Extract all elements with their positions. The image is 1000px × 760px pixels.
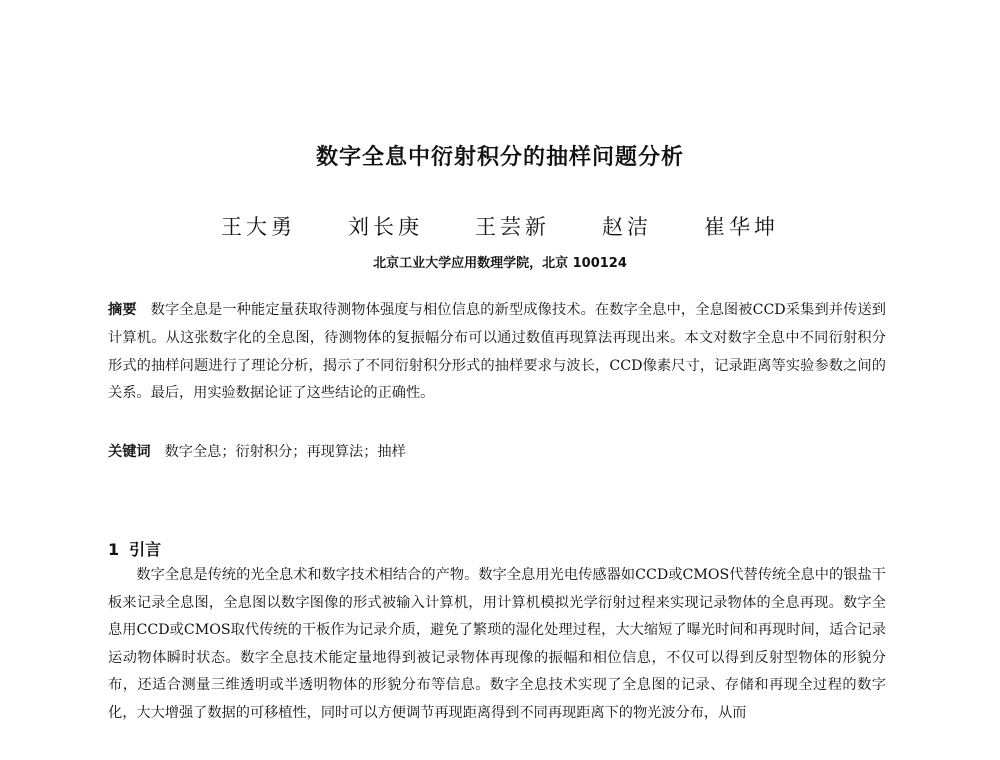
author-name: 赵洁: [602, 215, 652, 239]
author-name: 崔华坤: [704, 215, 779, 239]
section-number: 1: [108, 540, 120, 559]
abstract: [108, 297, 886, 408]
paper-title: 数字全息中衍射积分的抽样问题分析: [315, 145, 684, 170]
affiliation: 北京工业大学应用数理学院，北京 100124: [373, 256, 627, 271]
abstract-text: 数字全息是一种能定量获取待测物体强度与相位信息的新型成像技术。在数字全息中，全息图被CCD采集到并传送到计算机。从这张数字化的全息图，待测物体的复振幅分布可以通过数值再现算法再现出来。本文对数字全息中不同衍射积分形式的抽样问题进行了理论分析，揭示了不同衍射积分形式的抽样要求与波长，CCD像素尺寸，记录距离等实验参数之间的关系。最后，用实验数据论证了这些结论的正确性。: [108, 302, 886, 402]
keywords-label: 关键词: [108, 444, 151, 460]
keywords-text: 数字全息；衍射积分；再现算法；抽样: [164, 444, 406, 460]
author-list: [200, 211, 800, 241]
author-name: 刘长庚: [348, 215, 423, 239]
author-name: 王芸新: [475, 215, 550, 239]
author-name: 王大勇: [221, 215, 296, 239]
section-heading: [108, 537, 161, 560]
abstract-label: 摘要: [108, 302, 137, 318]
keywords: [108, 440, 886, 464]
section-title: 引言: [129, 540, 162, 559]
section-body: 数字全息是传统的光全息术和数字技术相结合的产物。数字全息用光电传感器如CCD或CMOS代替传统全息中的银盐干板来记录全息图，全息图以数字图像的形式被输入计算机，用计算机模拟光学衍射过程来实现记录物体的全息再现。数字全息用CCD或CMOS取代传统的干板作为记录介质，避免了繁琐的湿化处理过程，大大缩短了曝光时间和再现时间，适合记录运动物体瞬时状态。数字全息技术能定量地得到被记录物体再现像的振幅和相位信息，不仅可以得到反射型物体的形貌分布，还适合测量三维透明或半透明物体的形貌分布等信息。数字全息技术实现了全息图的记录、存储和再现全过程的数字化，大大增强了数据的可移植性，同时可以方便调节再现距离得到不同再现距离下的物光波分布，从而: [108, 567, 886, 721]
